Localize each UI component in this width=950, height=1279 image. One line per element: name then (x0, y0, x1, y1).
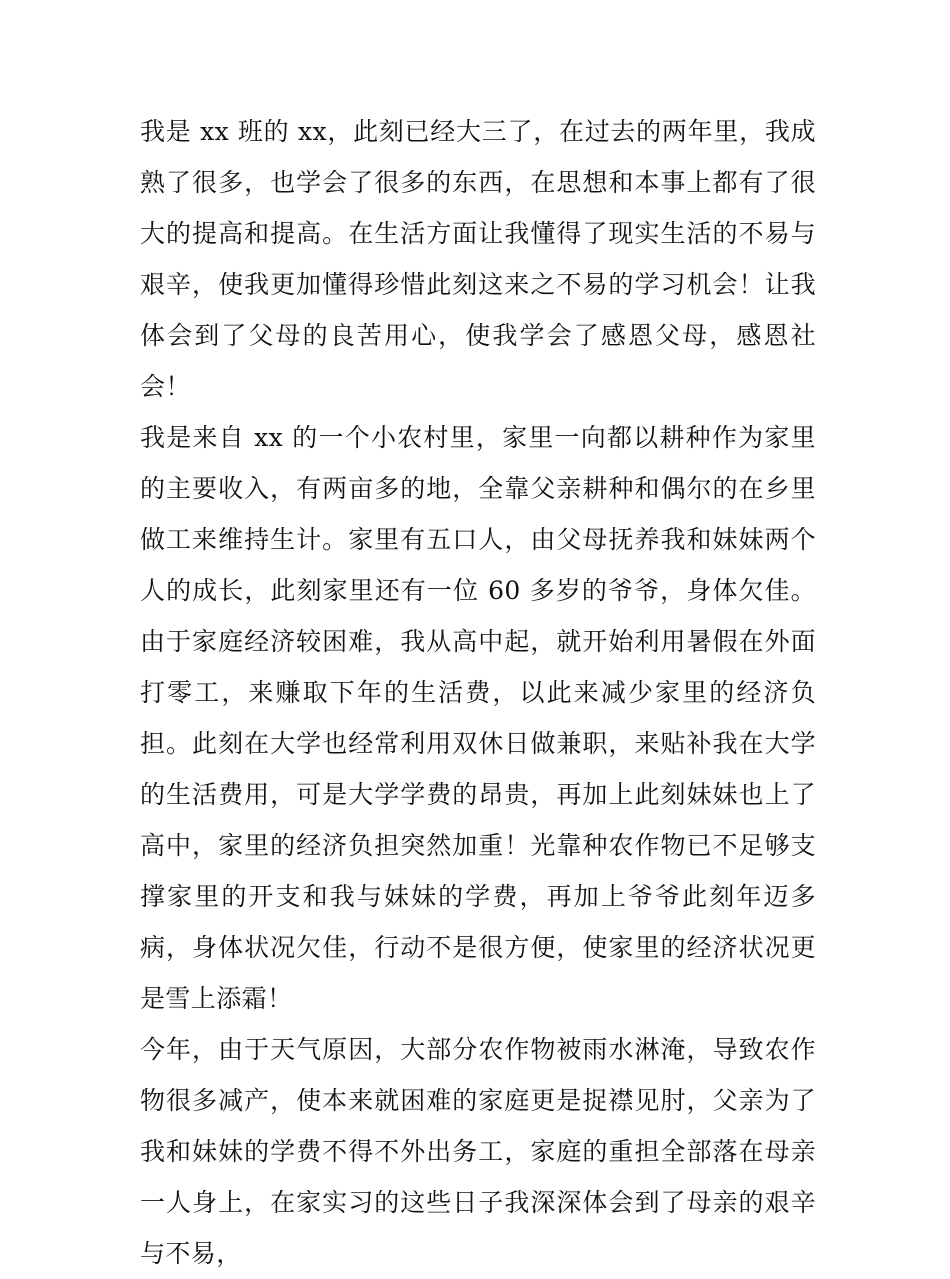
paragraph-3: 今年，由于天气原因，大部分农作物被雨水淋淹，导致农作物很多减产，使本来就困难的家庭更是捉襟见肘，父亲为了我和妹妹的学费不得不外出务工，家庭的重担全部落在母亲一人身上，在家实习的这些日子我深深体会到了母亲的艰辛与不易， (140, 1035, 816, 1268)
paragraph-1: 我是 xx 班的 xx，此刻已经大三了，在过去的两年里，我成熟了很多，也学会了很多的东西，在思想和本事上都有了很大的提高和提高。在生活方面让我懂得了现实生活的不易与艰辛，使我更加懂得珍惜此刻这来之不易的学习机会！让我体会到了父母的良苦用心，使我学会了感恩父母，感恩社会！ (140, 117, 816, 401)
document-page (140, 106, 816, 1279)
paragraph-2: 我是来自 xx 的一个小农村里，家里一向都以耕种作为家里的主要收入，有两亩多的地，全靠父亲耕种和偶尔的在乡里做工来维持生计。家里有五口人，由父母抚养我和妹妹两个人的成长，此刻家里还有一位 60 多岁的爷爷，身体欠佳。由于家庭经济较困难，我从高中起，就开始利用暑假在外面打零工，来赚取下年的生活费，以此来减少家里的经济负担。此刻在大学也经常利用双休日做兼职，来贴补我在大学的生活费用，可是大学学费的昂贵，再加上此刻妹妹也上了高中，家里的经济负担突然加重！光靠种农作物已不足够支撑家里的开支和我与妹妹的学费，再加上爷爷此刻年迈多病，身体状况欠佳，行动不是很方便，使家里的经济状况更是雪上添霜！ (140, 423, 816, 1013)
